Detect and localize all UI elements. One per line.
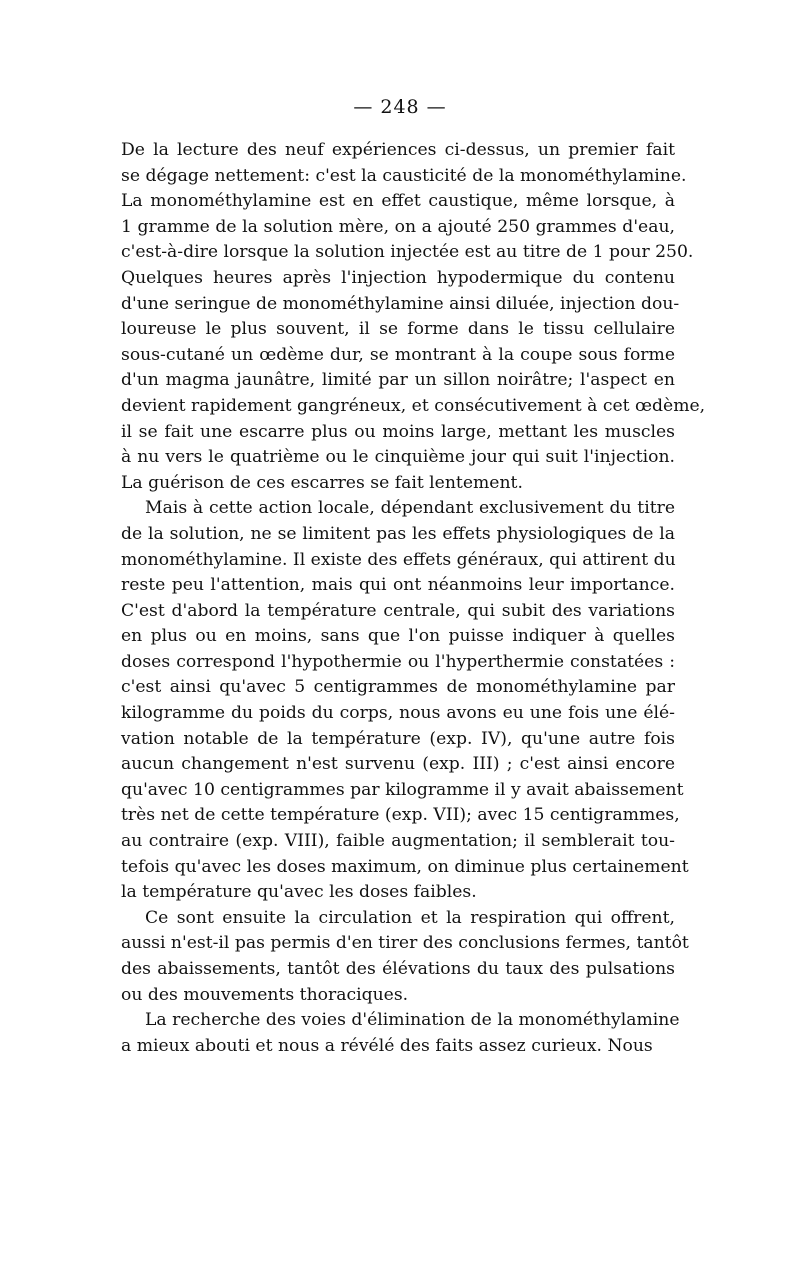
text-line: se dégage nettement: c'est la causticité de la monométhylamine.	[121, 165, 687, 186]
text-line: De la lecture des neuf expériences ci-dessus, un premier fait	[121, 140, 675, 160]
text-line: il se fait une escarre plus ou moins large, mettant les muscles	[121, 421, 675, 442]
text-line: la température qu'avec les doses faibles.	[121, 882, 477, 903]
text-line: aucun changement n'est survenu (exp. III) ; c'est ainsi encore	[121, 754, 675, 775]
paragraph	[121, 1008, 680, 1059]
text-line: des abaissements, tantôt des élévations du taux des pulsations	[121, 959, 675, 979]
text-line: La monométhylamine est en effet caustique, même lorsque, à	[121, 191, 675, 212]
text-line: Mais à cette action locale, dépendant exclusivement du titre	[145, 498, 675, 519]
text-line: kilogramme du poids du corps, nous avons eu une fois une élé-	[121, 703, 675, 724]
paragraph	[121, 138, 706, 496]
text-line: 1 gramme de la solution mère, on a ajouté 250 grammes d'eau,	[121, 216, 675, 237]
paragraph	[121, 906, 689, 1008]
page-number: — 248 —	[353, 96, 447, 118]
text-line: devient rapidement gangréneux, et consécutivement à cet œdème,	[121, 395, 706, 416]
text-line: au contraire (exp. VIII), faible augmentation; il semblerait tou-	[121, 831, 675, 852]
text-line: c'est-à-dire lorsque la solution injectée est au titre de 1 pour 250.	[121, 242, 694, 263]
text-line: c'est ainsi qu'avec 5 centigrammes de monométhylamine par	[121, 677, 675, 698]
body-text	[121, 138, 706, 1059]
text-line: d'un magma jaunâtre, limité par un sillon noirâtre; l'aspect en	[121, 370, 675, 391]
text-line: loureuse le plus souvent, il se forme dans le tissu cellulaire	[121, 319, 675, 340]
text-line: Quelques heures après l'injection hypodermique du contenu	[121, 267, 675, 288]
text-line: d'une seringue de monométhylamine ainsi diluée, injection dou-	[121, 293, 680, 314]
text-line: aussi n'est-il pas permis d'en tirer des conclusions fermes, tantôt	[121, 933, 689, 954]
text-line: très net de cette température (exp. VII); avec 15 centigrammes,	[121, 805, 680, 826]
text-line: reste peu l'attention, mais qui ont néanmoins leur importance.	[121, 575, 675, 596]
text-line: monométhylamine. Il existe des effets généraux, qui attirent du	[121, 549, 676, 570]
text-line: de la solution, ne se limitent pas les effets physiologiques de la	[121, 523, 675, 544]
text-line: La recherche des voies d'élimination de la monométhylamine	[145, 1010, 680, 1031]
text-line: La guérison de ces escarres se fait lentement.	[121, 472, 523, 493]
text-line: ou des mouvements thoraciques.	[121, 984, 409, 1005]
text-line: à nu vers le quatrième ou le cinquième jour qui suit l'injection.	[121, 447, 675, 468]
text-line: sous-cutané un œdème dur, se montrant à la coupe sous forme	[121, 344, 675, 365]
paragraph	[121, 496, 689, 906]
text-line: doses correspond l'hypothermie ou l'hyperthermie constatées :	[121, 651, 675, 672]
text-line: vation notable de la température (exp. IV), qu'une autre fois	[121, 728, 675, 749]
text-line: Ce sont ensuite la circulation et la respiration qui offrent,	[145, 907, 675, 928]
text-line: C'est d'abord la température centrale, qui subit des variations	[121, 600, 675, 621]
text-line: en plus ou en moins, sans que l'on puisse indiquer à quelles	[121, 626, 675, 647]
text-line: a mieux abouti et nous a révélé des faits assez curieux. Nous	[121, 1035, 653, 1056]
text-line: tefois qu'avec les doses maximum, on diminue plus certainement	[121, 856, 689, 877]
text-line: qu'avec 10 centigrammes par kilogramme il y avait abaissement	[121, 779, 684, 800]
